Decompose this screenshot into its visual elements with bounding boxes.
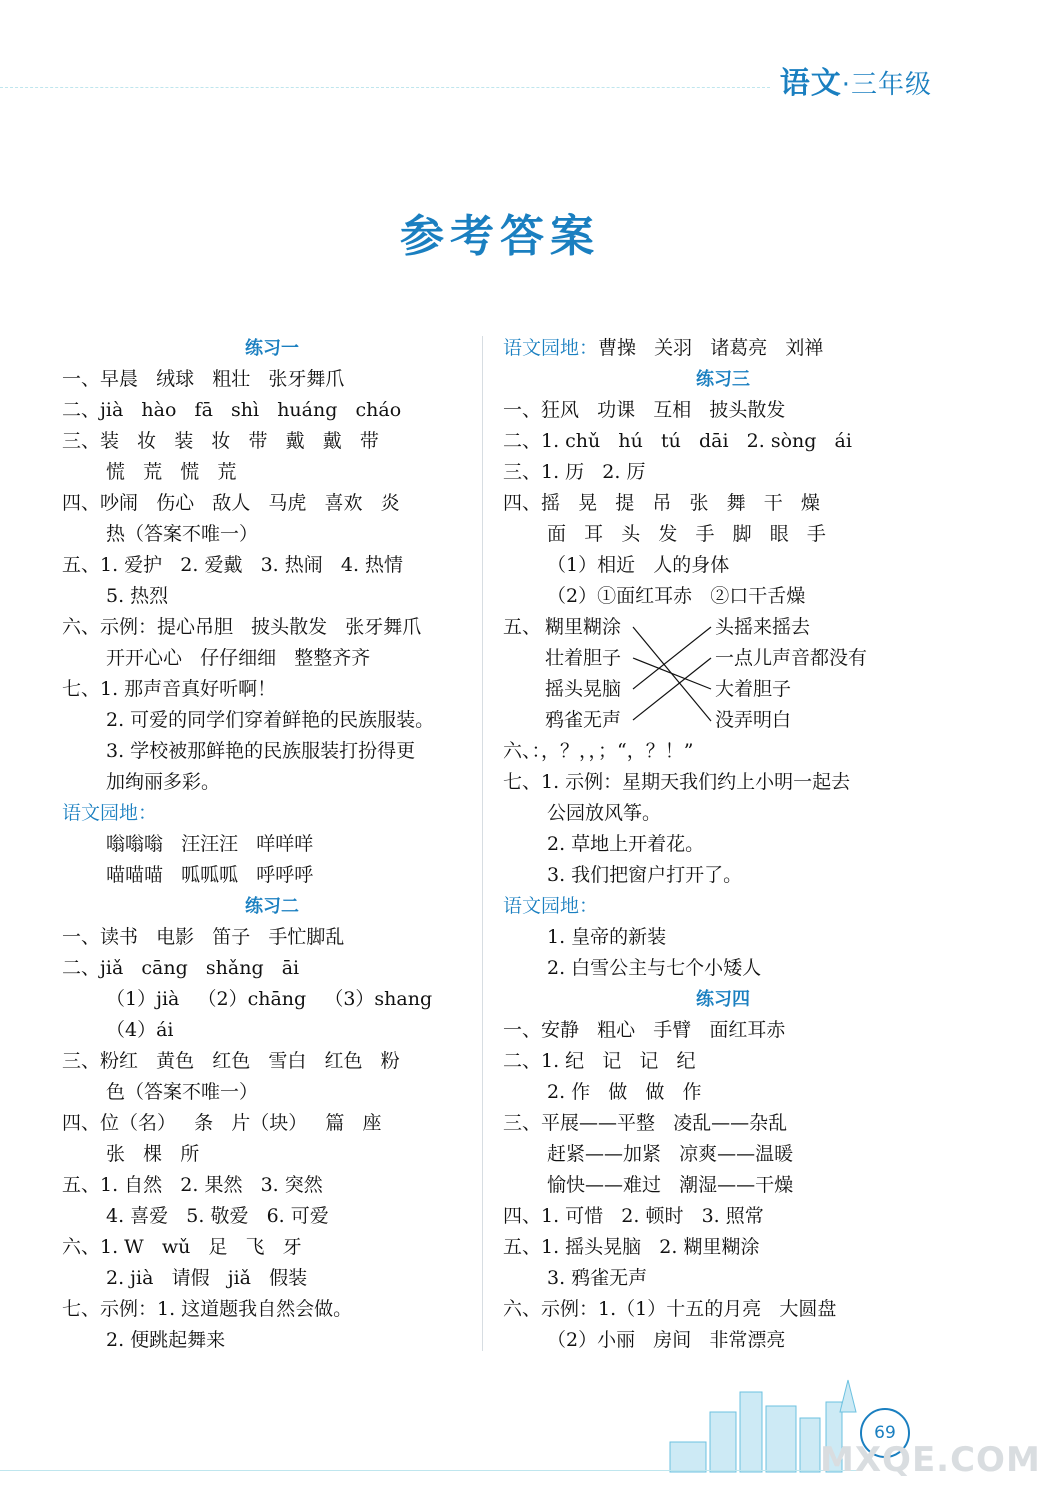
answer-continuation: 赶紧——加紧 凉爽——温暖 (547, 1143, 794, 1165)
matching-exercise (503, 612, 943, 736)
watermark: MXQE.COM (820, 1440, 1041, 1480)
answer-continuation: 喵喵喵 呱呱呱 呼呼呼 (106, 864, 314, 886)
header-rule (0, 87, 770, 88)
answer-line: 三、粉红 黄色 红色 雪白 红色 粉 (62, 1050, 400, 1072)
answer-continuation: 面 耳 头 发 手 脚 眼 手 (547, 523, 826, 545)
answer-line: 三、平展——平整 凌乱——杂乱 (503, 1112, 788, 1134)
answer-line: 二、1. 纪 记 记 纪 (503, 1050, 696, 1072)
section-heading: 练习三 (696, 369, 750, 390)
match-line-3 (633, 627, 711, 689)
answer-line: 一、安静 粗心 手臂 面红耳赤 (503, 1019, 786, 1041)
match-right-4: 没弄明白 (715, 709, 792, 731)
answer-continuation: 3. 学校被那鲜艳的民族服装打扮得更 (106, 740, 416, 762)
answer-line: 一、狂风 功课 互相 披头散发 (503, 399, 786, 421)
match-right-2: 一点儿声音都没有 (715, 647, 868, 669)
answer-continuation: 嗡嗡嗡 汪汪汪 咩咩咩 (106, 833, 314, 855)
yuwen-garden-label: 语文园地： (503, 337, 599, 359)
answer-line: 六、1. W wǔ 足 飞 牙 (62, 1236, 302, 1258)
answer-continuation: 慌 荒 慌 荒 (106, 461, 237, 483)
answer-continuation: 4. 喜爱 5. 敬爱 6. 可爱 (106, 1205, 329, 1227)
match-line-2 (633, 658, 711, 689)
answer-text: 曹操 关羽 诸葛亮 刘禅 (598, 337, 824, 359)
left-column (62, 333, 482, 1356)
answer-line: 一、读书 电影 笛子 手忙脚乱 (62, 926, 345, 948)
answer-continuation: 愉快——难过 潮湿——干燥 (547, 1174, 794, 1196)
answer-line: 六、：，？，，；“，？！” (503, 740, 694, 762)
answer-continuation: 热（答案不唯一） (106, 523, 259, 545)
answer-continuation: 张 棵 所 (106, 1143, 200, 1165)
answer-continuation: 公园放风筝。 (547, 802, 662, 824)
answer-line: 四、1. 可惜 2. 顿时 3. 照常 (503, 1205, 764, 1227)
answer-line: 五、1. 爱护 2. 爱戴 3. 热闹 4. 热情 (62, 554, 404, 576)
yuwen-garden-label: 语文园地： (62, 802, 158, 824)
matching-prefix: 五、 (503, 616, 542, 638)
answer-continuation: 2. 作 做 做 作 (547, 1081, 702, 1103)
match-right-1: 头摇来摇去 (715, 616, 811, 638)
answer-continuation: （1）相近 人的身体 (547, 554, 730, 576)
running-header (780, 58, 932, 102)
answer-line: 四、位（名） 条 片（块） 篇 座 (62, 1112, 382, 1134)
page-title: 参考答案 (400, 211, 600, 262)
page-number: 69 (860, 1408, 910, 1458)
answer-continuation: 2. 白雪公主与七个小矮人 (547, 957, 762, 979)
answer-continuation: 3. 鸦雀无声 (547, 1267, 648, 1289)
answer-continuation: 开开心心 仔仔细细 整整齐齐 (106, 647, 371, 669)
answer-line: 二、1. chǔ hú tú dāi 2. sòng ái (503, 430, 852, 452)
section-heading: 练习一 (245, 338, 299, 359)
match-left-1: 糊里糊涂 (545, 616, 622, 638)
answer-line: 三、装 妆 装 妆 带 戴 戴 带 (62, 430, 379, 452)
answer-line: 七、1. 示例：星期天我们约上小明一起去 (503, 771, 851, 793)
answer-line: 一、早晨 绒球 粗壮 张牙舞爪 (62, 368, 345, 390)
match-right-3: 大着胆子 (715, 678, 792, 700)
answer-line: 四、摇 晃 提 吊 张 舞 干 燥 (503, 492, 820, 514)
section-heading: 练习四 (696, 989, 750, 1010)
answer-line: 三、1. 历 2. 厉 (503, 461, 646, 483)
matching-lines (633, 612, 713, 736)
answer-continuation: 2. 草地上开着花。 (547, 833, 705, 855)
answer-continuation: （2）①面红耳赤 ②口干舌燥 (547, 585, 806, 607)
match-left-4: 鸦雀无声 (545, 709, 622, 731)
answer-line: 七、示例：1. 这道题我自然会做。 (62, 1298, 353, 1320)
answer-line: 二、jià hào fā shì huáng cháo (62, 399, 402, 421)
right-bottom-block (503, 736, 943, 1356)
right-column (503, 333, 943, 1356)
answer-line: 六、示例：1.（1）十五的月亮 大圆盘 (503, 1298, 837, 1320)
header-grade: 三年级 (850, 70, 932, 100)
answer-line: 七、1. 那声音真好听啊！ (62, 678, 277, 700)
yuwen-garden-label: 语文园地： (503, 895, 599, 917)
answer-continuation: 色（答案不唯一） (106, 1081, 259, 1103)
answer-continuation: 2. 便跳起舞来 (106, 1329, 226, 1351)
match-line-4 (633, 658, 711, 720)
right-top-block (503, 333, 943, 612)
answer-continuation: 加绚丽多彩。 (106, 771, 221, 793)
answer-line: 四、吵闹 伤心 敌人 马虎 喜欢 炎 (62, 492, 400, 514)
answer-continuation: 5. 热烈 (106, 585, 169, 607)
answer-continuation: 2. jià 请假 jiǎ 假装 (106, 1267, 308, 1289)
yuwen-garden-line (503, 333, 943, 364)
answer-line: 五、1. 摇头晃脑 2. 糊里糊涂 (503, 1236, 760, 1258)
answer-continuation: （4）ái (106, 1019, 174, 1041)
header-separator: · (841, 70, 851, 100)
answer-continuation: （2）小丽 房间 非常漂亮 (547, 1329, 786, 1351)
match-left-2: 壮着胆子 (545, 647, 622, 669)
footer-rule (0, 1470, 860, 1471)
section-heading: 练习二 (245, 896, 299, 917)
answer-continuation: 3. 我们把窗户打开了。 (547, 864, 743, 886)
answer-line: 六、示例：提心吊胆 披头散发 张牙舞爪 (62, 616, 422, 638)
answer-continuation: （1）jià （2）chāng （3）shang (106, 988, 433, 1010)
answer-continuation: 1. 皇帝的新装 (547, 926, 667, 948)
column-divider (482, 336, 483, 1351)
answer-line: 二、jiǎ cāng shǎng āi (62, 957, 300, 979)
header-subject: 语文 (779, 66, 842, 101)
answer-line: 五、1. 自然 2. 果然 3. 突然 (62, 1174, 323, 1196)
match-left-3: 摇头晃脑 (545, 678, 622, 700)
answer-continuation: 2. 可爱的同学们穿着鲜艳的民族服装。 (106, 709, 435, 731)
